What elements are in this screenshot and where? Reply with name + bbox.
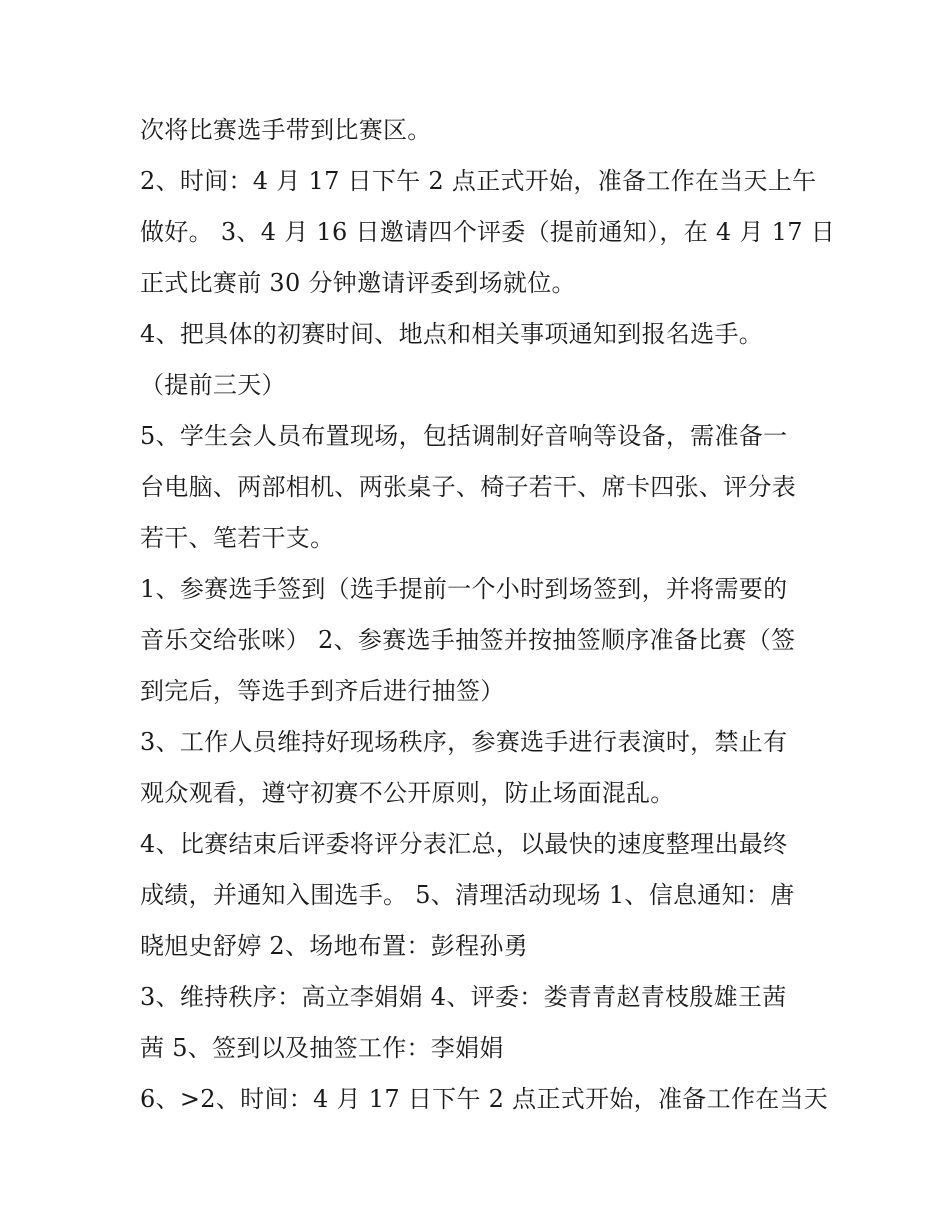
text-line: 3、工作人员维持好现场秩序，参赛选手进行表演时，禁止有 [140, 728, 788, 756]
text-line: 到完后，等选手到齐后进行抽签） [140, 677, 505, 705]
text-line: 晓旭史舒婷 2、场地布置：彭程孙勇 [140, 932, 528, 960]
text-line: （提前三天） [140, 371, 286, 399]
text-line: 1、参赛选手签到（选手提前一个小时到场签到，并将需要的 [140, 575, 788, 603]
text-line: 成绩，并通知入围选手。 5、清理活动现场 1、信息通知：唐 [140, 881, 795, 909]
text-line: 台电脑、两部相机、两张桌子、椅子若干、席卡四张、评分表 [140, 473, 797, 501]
text-line: 次将比赛选手带到比赛区。 [140, 116, 432, 144]
text-line: 观众观看，遵守初赛不公开原则，防止场面混乱。 [140, 779, 675, 807]
text-line: 5、学生会人员布置现场，包括调制好音响等设备，需准备一 [140, 422, 788, 450]
text-line: 4、比赛结束后评委将评分表汇总，以最快的速度整理出最终 [140, 830, 788, 858]
text-line: 正式比赛前 30 分钟邀请评委到场就位。 [140, 269, 576, 297]
text-line: 2、时间：4 月 17 日下午 2 点正式开始，准备工作在当天上午 [140, 167, 817, 195]
text-line: 若干、笔若干支。 [140, 524, 335, 552]
document-body [140, 105, 836, 1125]
text-line: 6、>2、时间：4 月 17 日下午 2 点正式开始，准备工作在当天 [140, 1085, 829, 1113]
text-line: 做好。 3、4 月 16 日邀请四个评委（提前通知），在 4 月 17 日 [140, 218, 836, 246]
text-line: 音乐交给张咪） 2、参赛选手抽签并按抽签顺序准备比赛（签 [140, 626, 796, 654]
text-line: 3、维持秩序：高立李娟娟 4、评委：娄青青赵青枝殷雄王茜 [140, 983, 787, 1011]
text-line: 4、把具体的初赛时间、地点和相关事项通知到报名选手。 [140, 320, 764, 348]
text-line: 茜 5、签到以及抽签工作：李娟娟 [140, 1034, 504, 1062]
